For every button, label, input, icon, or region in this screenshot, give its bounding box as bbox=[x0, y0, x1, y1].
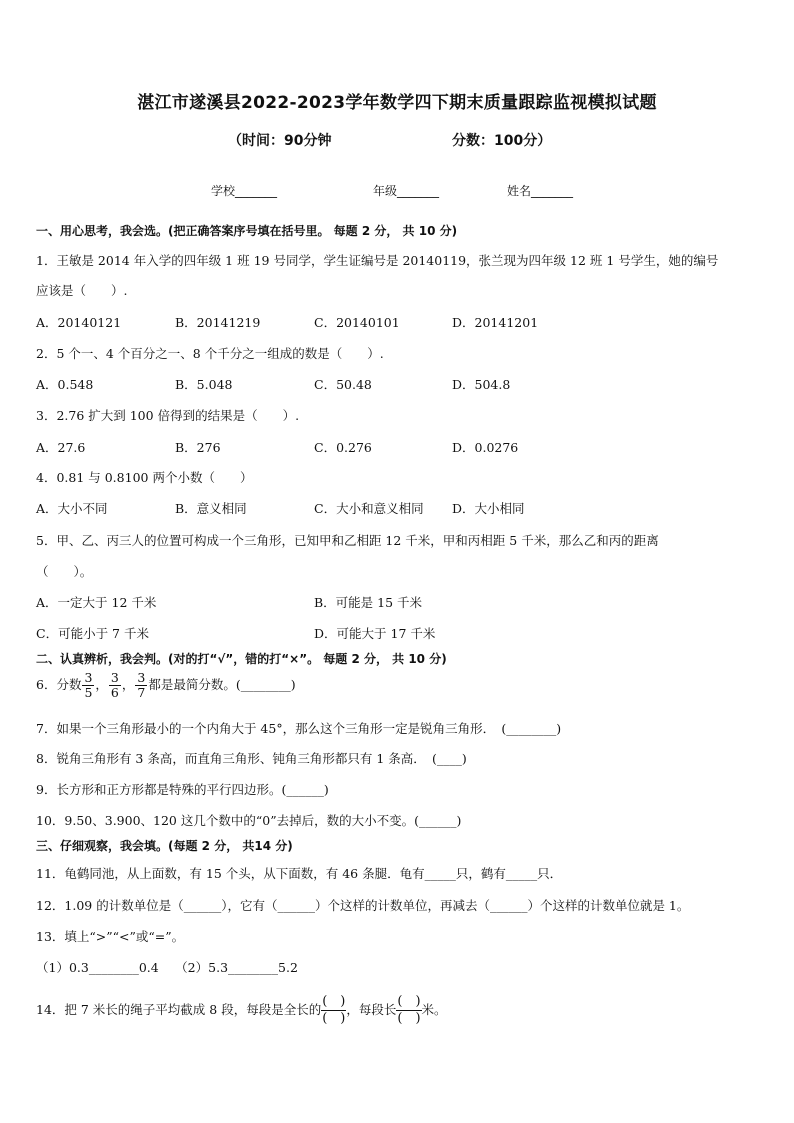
question-7: 7．如果一个三角形最小的一个内角大于 45°，那么这个三角形一定是锐角三角形． (________) bbox=[36, 721, 562, 736]
q6-f3-denominator: 7 bbox=[137, 685, 146, 700]
page-title: 湛江市遂溪县2022-2023学年数学四下期末质量跟踪监视模拟试题 bbox=[137, 93, 657, 113]
question-5-line1: 5．甲、乙、丙三人的位置可构成一个三角形，已知甲和乙相距 12 千米，甲和丙相距 5 千米，那么乙和丙的距离 bbox=[36, 533, 659, 548]
question-13-parts: （1）0.3________0.4 （2）5.3________5.2 bbox=[36, 960, 298, 975]
q5-option-b: B．可能是 15 千米 bbox=[314, 595, 423, 610]
name-field: 姓名_______ bbox=[507, 184, 574, 198]
q14-blank-denominator-2: ( ) bbox=[397, 1011, 421, 1026]
fraction-3-5 bbox=[82, 671, 94, 700]
grade-field: 年级_______ bbox=[373, 184, 440, 198]
q6-f1-numerator: 3 bbox=[84, 670, 93, 685]
q1-option-c: C．20140101 bbox=[314, 315, 400, 330]
fraction-3-6 bbox=[109, 671, 121, 700]
q3-option-c: C．0.276 bbox=[314, 440, 372, 455]
q4-option-b: B．意义相同 bbox=[175, 501, 247, 516]
q1-option-b: B．20141219 bbox=[175, 315, 261, 330]
question-14 bbox=[36, 994, 447, 1027]
question-12: 12．1.09 的计数单位是（______），它有（______）个这样的计数单位，再减去（______）个这样的计数单位就是 1。 bbox=[36, 898, 690, 913]
q2-option-a: A．0.548 bbox=[36, 377, 94, 392]
q6-prefix: 6．分数 bbox=[36, 677, 82, 692]
q1-option-a: A．20140121 bbox=[36, 315, 122, 330]
question-10: 10．9.50、3.900、120 这几个数中的“0”去掉后，数的大小不变。(______) bbox=[36, 813, 462, 828]
section-heading-2: 二、认真辨析，我会判。(对的打“√”，错的打“×”。 每题 2 分， 共 10 分) bbox=[36, 652, 447, 666]
q5-option-c: C．可能小于 7 千米 bbox=[36, 626, 149, 641]
question-1-line2: 应该是（ ）. bbox=[36, 283, 128, 298]
question-2: 2．5 个一、4 个百分之一、8 个千分之一组成的数是（ ）. bbox=[36, 346, 384, 361]
question-8: 8．锐角三角形有 3 条高，而直角三角形、钝角三角形都只有 1 条高． (____) bbox=[36, 751, 467, 766]
q5-option-d: D．可能大于 17 千米 bbox=[314, 626, 436, 641]
blank-fraction-part bbox=[321, 994, 346, 1027]
question-1-line1: 1．王敏是 2014 年入学的四年级 1 班 19 号同学，学生证编号是 20140119，张兰现为四年级 12 班 1 号学生，她的编号 bbox=[36, 253, 719, 268]
exam-score: 分数：100分） bbox=[452, 133, 552, 149]
q2-option-d: D．504.8 bbox=[452, 377, 511, 392]
q6-f3-numerator: 3 bbox=[137, 670, 146, 685]
q1-option-d: D．20141201 bbox=[452, 315, 539, 330]
question-11: 11．龟鹤同池，从上面数，有 15 个头，从下面数，有 46 条腿．龟有_____只，鹤有_____只． bbox=[36, 866, 563, 881]
question-5-line2: （ ）。 bbox=[36, 564, 93, 579]
fraction-3-7 bbox=[135, 671, 147, 700]
q6-suffix: 都是最简分数。(________) bbox=[148, 677, 296, 692]
q4-option-a: A．大小不同 bbox=[36, 501, 108, 516]
q6-f2-denominator: 6 bbox=[110, 685, 119, 700]
q5-option-a: A．一定大于 12 千米 bbox=[36, 595, 157, 610]
question-3: 3．2.76 扩大到 100 倍得到的结果是（ ）. bbox=[36, 408, 300, 423]
q14-prefix: 14．把 7 米长的绳子平均截成 8 段，每段是全长的 bbox=[36, 1002, 322, 1017]
q3-option-d: D．0.0276 bbox=[452, 440, 519, 455]
q3-option-b: B．276 bbox=[175, 440, 221, 455]
q14-blank-numerator-1: ( ) bbox=[322, 994, 346, 1009]
q4-option-d: D．大小相同 bbox=[452, 501, 525, 516]
q6-sep1: ， bbox=[95, 677, 108, 692]
q3-option-a: A．27.6 bbox=[36, 440, 86, 455]
section-heading-3: 三、仔细观察，我会填。(每题 2 分， 共14 分) bbox=[36, 839, 293, 853]
q14-blank-numerator-2: ( ) bbox=[397, 994, 421, 1009]
school-field: 学校_______ bbox=[211, 184, 278, 198]
q6-f1-denominator: 5 bbox=[84, 685, 93, 700]
question-4: 4．0.81 与 0.8100 两个小数（ ） bbox=[36, 470, 253, 485]
q6-sep2: ， bbox=[121, 677, 135, 692]
exam-time: （时间：90分钟 bbox=[228, 133, 332, 149]
q2-option-b: B．5.048 bbox=[175, 377, 233, 392]
q14-blank-denominator-1: ( ) bbox=[322, 1011, 346, 1026]
q6-f2-numerator: 3 bbox=[110, 670, 119, 685]
question-6 bbox=[36, 671, 296, 700]
q4-option-c: C．大小和意义相同 bbox=[314, 501, 424, 516]
q14-suffix: 米。 bbox=[421, 1002, 447, 1017]
question-9: 9．长方形和正方形都是特殊的平行四边形。(______) bbox=[36, 782, 329, 797]
question-13: 13．填上“>”“<”或“=”。 bbox=[36, 929, 185, 944]
blank-fraction-length bbox=[396, 994, 421, 1027]
q2-option-c: C．50.48 bbox=[314, 377, 372, 392]
q14-mid: ，每段长 bbox=[346, 1002, 397, 1017]
section-heading-1: 一、用心思考，我会选。(把正确答案序号填在括号里。 每题 2 分， 共 10 分) bbox=[36, 224, 458, 238]
